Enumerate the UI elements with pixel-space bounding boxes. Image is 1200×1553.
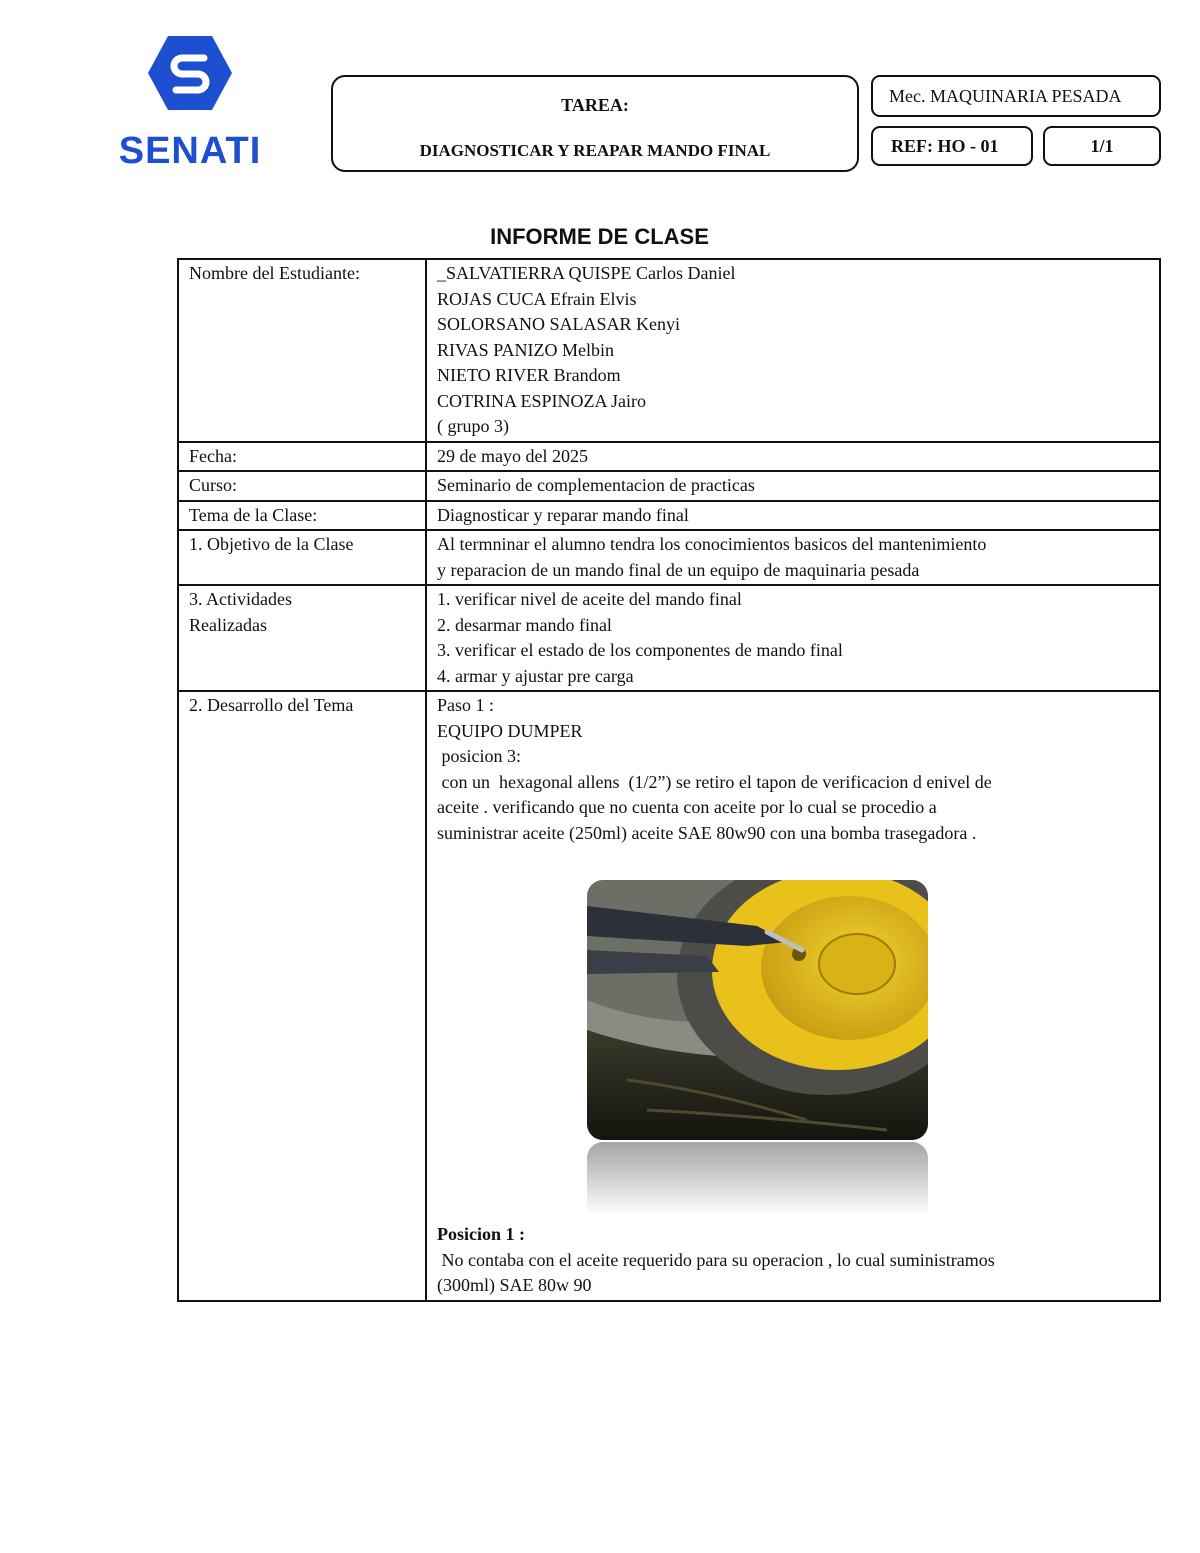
group-label: ( grupo 3) [437, 416, 509, 436]
student-name: _SALVATIERRA QUISPE Carlos Daniel [437, 263, 736, 283]
activities-label-line: 3. Actividades [189, 589, 292, 609]
task-label: TAREA: [561, 95, 629, 115]
senati-hexagon-icon [146, 34, 234, 112]
final-drive-wheel-image [587, 880, 928, 1140]
report-table [177, 258, 1161, 1302]
student-name: NIETO RIVER Brandom [437, 365, 621, 385]
topic-value: Diagnosticar y reparar mando final [426, 501, 1160, 531]
objective-label: 1. Objetivo de la Clase [178, 530, 426, 585]
activity-item: 2. desarmar mando final [437, 614, 612, 635]
table-row-students [178, 259, 1160, 442]
position-1-text: (300ml) SAE 80w 90 [437, 1275, 592, 1295]
page-number-box: 1/1 [1043, 126, 1161, 166]
development-content [426, 691, 1160, 1301]
senati-logo [116, 34, 264, 174]
date-value: 29 de mayo del 2025 [426, 442, 1160, 472]
activities-label [178, 585, 426, 691]
table-row-date [178, 442, 1160, 472]
course-label: Curso: [178, 471, 426, 501]
student-name: RIVAS PANIZO Melbin [437, 339, 615, 360]
activity-item: 4. armar y ajustar pre carga [437, 665, 634, 686]
position-3-text: aceite . verificando que no cuenta con aceite por lo cual se procedio a [437, 797, 937, 817]
student-name: SOLORSANO SALASAR Kenyi [437, 314, 681, 334]
photo-area [437, 846, 1151, 1222]
task-box [331, 75, 859, 172]
specialty-box: Mec. MAQUINARIA PESADA [871, 75, 1161, 117]
date-label: Fecha: [178, 442, 426, 472]
position-1-text: No contaba con el aceite requerido para su operacion , lo cual suministramos [437, 1249, 995, 1270]
objective-line: Al termninar el alumno tendra los conocimientos basicos del mantenimiento [437, 534, 987, 554]
task-title: DIAGNOSTICAR Y REAPAR MANDO FINAL [419, 141, 771, 160]
activities-label-line: Realizadas [189, 614, 267, 635]
development-label: 2. Desarrollo del Tema [178, 691, 426, 1301]
activities-list [426, 585, 1160, 691]
table-row-course [178, 471, 1160, 501]
table-row-objective [178, 530, 1160, 585]
students-list [426, 259, 1160, 442]
wheel-photo [587, 880, 928, 1140]
table-row-topic [178, 501, 1160, 531]
activity-item: 3. verificar el estado de los componentes de mando final [437, 640, 843, 660]
equipment-name: EQUIPO DUMPER [437, 720, 583, 741]
students-label: Nombre del Estudiante: [178, 259, 426, 442]
objective-line: y reparacion de un mando final de un equipo de maquinaria pesada [437, 559, 920, 580]
report-title: INFORME DE CLASE [490, 224, 709, 249]
activity-item: 1. verificar nivel de aceite del mando final [437, 589, 742, 609]
objective-value [426, 530, 1160, 585]
table-row-development [178, 691, 1160, 1301]
position-3-heading: posicion 3: [437, 746, 521, 766]
topic-label: Tema de la Clase: [178, 501, 426, 531]
position-3-text: suministrar aceite (250ml) aceite SAE 80w90 con una bomba trasegadora . [437, 822, 977, 843]
step-title: Paso 1 : [437, 695, 495, 715]
reference-box: REF: HO - 01 [871, 126, 1033, 166]
position-1-heading: Posicion 1 : [437, 1224, 525, 1244]
course-value: Seminario de complementacion de practicas [426, 471, 1160, 501]
photo-reflection [587, 1142, 928, 1216]
student-name: ROJAS CUCA Efrain Elvis [437, 288, 637, 309]
table-row-activities [178, 585, 1160, 691]
student-name: COTRINA ESPINOZA Jairo [437, 390, 647, 411]
brand-name: SENATI [118, 130, 262, 172]
position-3-text: con un hexagonal allens (1/2”) se retiro el tapon de verificacion d enivel de [437, 771, 992, 792]
